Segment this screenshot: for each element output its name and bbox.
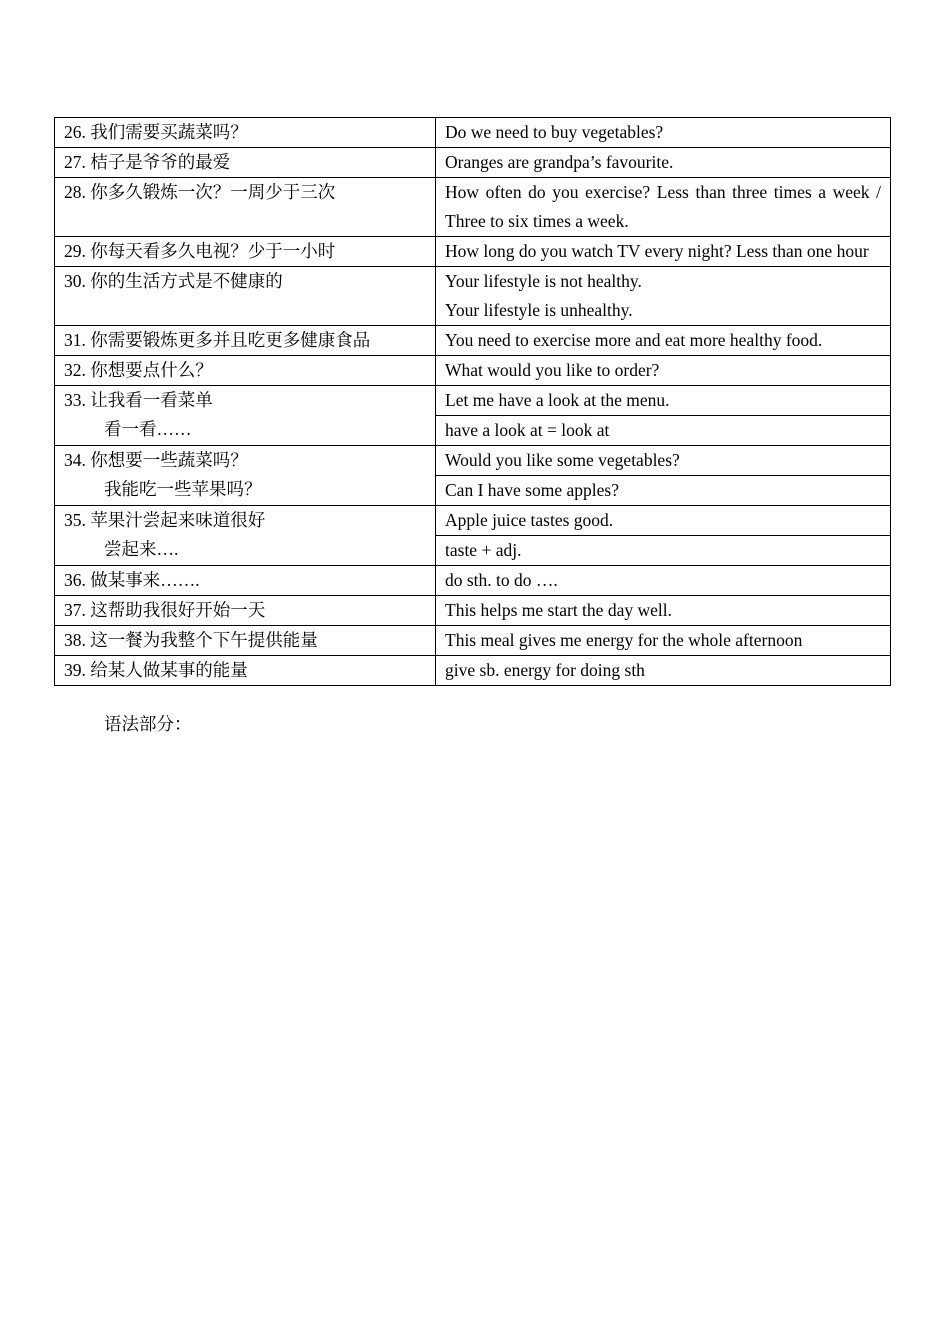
chinese-phrase-text: 38. 这一餐为我整个下午提供能量 — [64, 630, 318, 650]
table-row — [55, 656, 891, 686]
english-translation-cell — [436, 178, 891, 237]
table-row — [55, 356, 891, 386]
english-translation-cell — [436, 506, 891, 536]
chinese-phrase-cell — [55, 118, 436, 148]
english-translation-text: This meal gives me energy for the whole afternoon — [445, 630, 803, 650]
chinese-phrase-cell — [55, 596, 436, 626]
english-translation-text: You need to exercise more and eat more healthy food. — [445, 330, 823, 350]
table-row — [55, 566, 891, 596]
english-translation-cell — [436, 326, 891, 356]
chinese-phrase-cell — [55, 148, 436, 178]
chinese-phrase-cell — [55, 656, 436, 686]
chinese-phrase-cell — [55, 506, 436, 566]
english-translation-text: Can I have some apples? — [445, 480, 619, 500]
chinese-phrase-text: 看一看…… — [104, 419, 192, 439]
english-translation-cell — [436, 416, 891, 446]
chinese-phrase-text: 34. 你想要一些蔬菜吗？ — [64, 450, 248, 470]
chinese-phrase-text: 39. 给某人做某事的能量 — [64, 660, 248, 680]
english-translation-cell — [436, 596, 891, 626]
chinese-phrase-cell — [55, 267, 436, 326]
chinese-phrase-cell — [55, 626, 436, 656]
table-row — [55, 237, 891, 267]
table-row — [55, 178, 891, 237]
table-row — [55, 506, 891, 536]
english-translation-text: Your lifestyle is not healthy. — [445, 271, 642, 291]
chinese-phrase-text: 27. 桔子是爷爷的最爱 — [64, 152, 231, 172]
chinese-phrase-cell — [55, 326, 436, 356]
phrase-table-body — [55, 118, 891, 686]
chinese-phrase-text: 35. 苹果汁尝起来味道很好 — [64, 510, 266, 530]
chinese-phrase-text: 36. 做某事来……. — [64, 570, 200, 590]
chinese-phrase-cell — [55, 356, 436, 386]
english-translation-cell — [436, 148, 891, 178]
chinese-phrase-text: 31. 你需要锻炼更多并且吃更多健康食品 — [64, 330, 371, 350]
english-translation-cell — [436, 356, 891, 386]
chinese-phrase-text: 33. 让我看一看菜单 — [64, 390, 213, 410]
table-row — [55, 326, 891, 356]
english-translation-text: Apple juice tastes good. — [445, 510, 614, 530]
chinese-phrase-cell — [55, 386, 436, 446]
chinese-phrase-text: 我能吃一些苹果吗？ — [104, 479, 262, 499]
english-translation-cell — [436, 566, 891, 596]
chinese-phrase-cell — [55, 566, 436, 596]
english-translation-text: give sb. energy for doing sth — [445, 660, 645, 680]
english-translation-text: How long do you watch TV every night? Less than one hour — [445, 241, 869, 261]
chinese-phrase-text: 29. 你每天看多久电视？少于一小时 — [64, 241, 336, 261]
english-translation-text: Let me have a look at the menu. — [445, 390, 670, 410]
english-translation-text: have a look at = look at — [445, 420, 610, 440]
english-translation-text: Do we need to buy vegetables? — [445, 122, 664, 142]
chinese-phrase-text: 37. 这帮助我很好开始一天 — [64, 600, 266, 620]
chinese-phrase-cell — [55, 446, 436, 506]
english-translation-cell — [436, 118, 891, 148]
english-translation-cell — [436, 386, 891, 416]
english-translation-cell — [436, 626, 891, 656]
english-translation-cell — [436, 476, 891, 506]
english-translation-cell — [436, 267, 891, 326]
table-row — [55, 596, 891, 626]
chinese-phrase-text: 32. 你想要点什么？ — [64, 360, 213, 380]
english-translation-text: This helps me start the day well. — [445, 600, 672, 620]
english-translation-text: Would you like some vegetables? — [445, 450, 680, 470]
table-row — [55, 386, 891, 416]
table-row — [55, 118, 891, 148]
chinese-phrase-cell — [55, 178, 436, 237]
english-translation-text: Your lifestyle is unhealthy. — [445, 300, 633, 320]
chinese-phrase-text: 28. 你多久锻炼一次？一周少于三次 — [64, 182, 336, 202]
table-row — [55, 148, 891, 178]
table-row — [55, 267, 891, 326]
english-translation-cell — [436, 656, 891, 686]
chinese-phrase-text: 尝起来…. — [104, 539, 179, 559]
phrase-table — [54, 117, 891, 686]
chinese-phrase-text: 26. 我们需要买蔬菜吗？ — [64, 122, 248, 142]
english-translation-cell — [436, 237, 891, 267]
english-translation-text: What would you like to order? — [445, 360, 660, 380]
grammar-section-label: 语法部分： — [104, 714, 192, 734]
english-translation-cell — [436, 446, 891, 476]
english-translation-text: How often do you exercise? Less than three times a week / Three to six times a week. — [445, 182, 881, 231]
chinese-phrase-text: 30. 你的生活方式是不健康的 — [64, 271, 283, 291]
table-row — [55, 446, 891, 476]
english-translation-text: taste + adj. — [445, 540, 522, 560]
english-translation-text: Oranges are grandpa’s favourite. — [445, 152, 674, 172]
chinese-phrase-cell — [55, 237, 436, 267]
english-translation-cell — [436, 536, 891, 566]
table-row — [55, 626, 891, 656]
english-translation-text: do sth. to do …. — [445, 570, 558, 590]
